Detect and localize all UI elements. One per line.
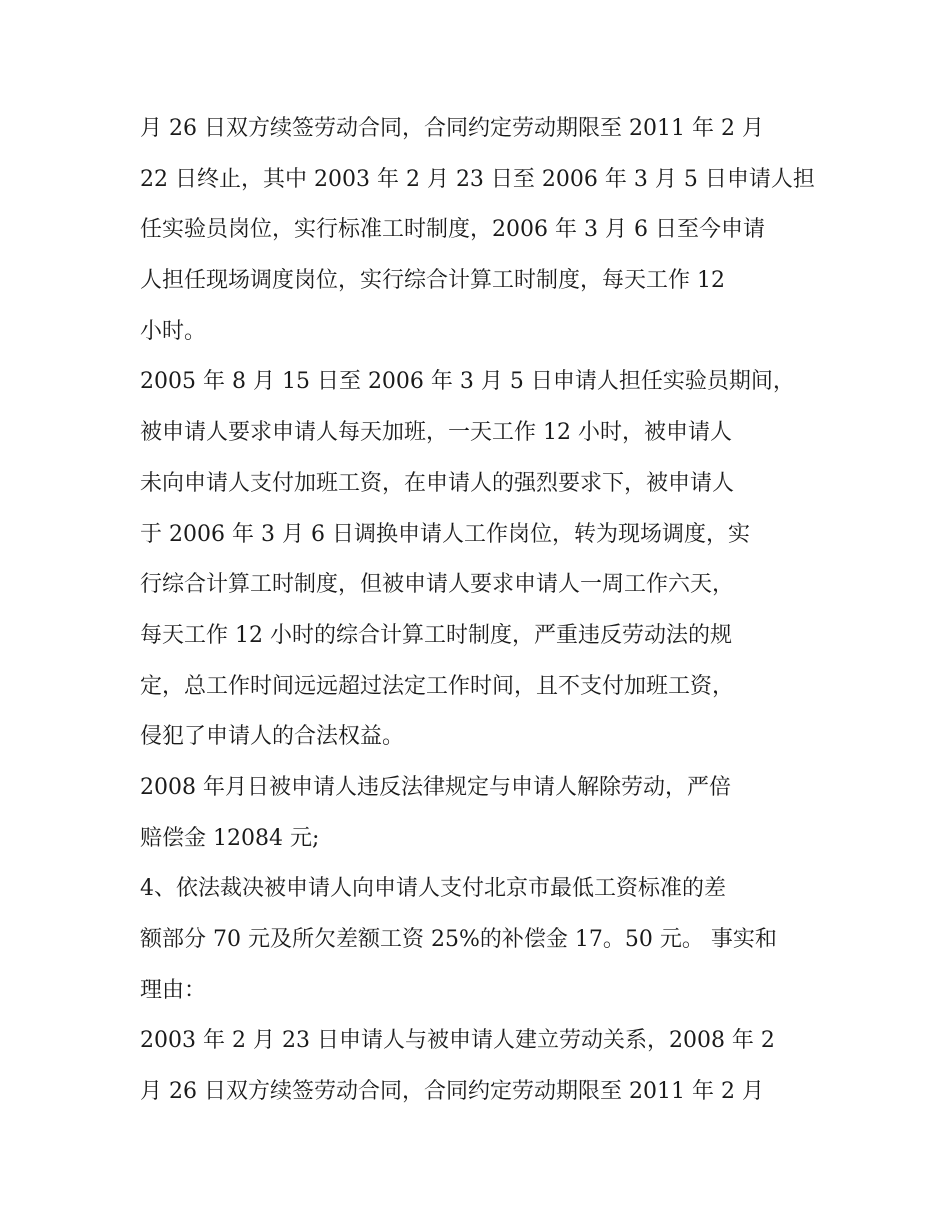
text-line: 侵犯了申请人的合法权益。: [140, 724, 405, 750]
text-line: 2005 年 8 月 15 日至 2006 年 3 月 5 日申请人担任实验员期间，: [140, 369, 795, 395]
text-line: 于 2006 年 3 月 6 日调换申请人工作岗位，转为现场调度，实: [140, 521, 750, 547]
document-body: [140, 104, 820, 1118]
text-line: 被申请人要求申请人每天加班，一天工作 12 小时，被申请人: [140, 420, 732, 446]
text-line: 每天工作 12 小时的综合计算工时制度，严重违反劳动法的规: [140, 622, 732, 648]
text-line: 定，总工作时间远远超过法定工作时间，且不支付加班工资，: [140, 673, 735, 699]
text-line: 额部分 70 元及所欠差额工资 25%的补偿金 17。50 元。 事实和: [140, 927, 777, 952]
text-line: 月 26 日双方续签劳动合同，合同约定劳动期限至 2011 年 2 月: [140, 1079, 764, 1105]
text-line: 小时。: [140, 318, 207, 344]
text-line: 月 26 日双方续签劳动合同，合同约定劳动期限至 2011 年 2 月: [140, 116, 764, 141]
text-line: 理由：: [140, 977, 207, 1003]
text-line: 行综合计算工时制度，但被申请人要求申请人一周工作六天，: [140, 572, 735, 598]
text-line: 22 日终止，其中 2003 年 2 月 23 日至 2006 年 3 月 5 日申请人担: [140, 166, 815, 192]
text-line: 任实验员岗位，实行标准工时制度，2006 年 3 月 6 日至今申请: [140, 217, 765, 243]
text-line: 2008 年月日被申请人违反法律规定与申请人解除劳动，严倍: [140, 774, 731, 800]
text-line: 2003 年 2 月 23 日申请人与被申请人建立劳动关系，2008 年 2: [140, 1028, 775, 1054]
text-line: 人担任现场调度岗位，实行综合计算工时制度，每天工作 12: [140, 268, 725, 294]
text-line: 赔偿金 12084 元;: [140, 825, 320, 851]
text-line: 未向申请人支付加班工资，在申请人的强烈要求下，被申请人: [140, 470, 735, 496]
text-line: 4、依法裁决被申请人向申请人支付北京市最低工资标准的差: [140, 876, 726, 902]
